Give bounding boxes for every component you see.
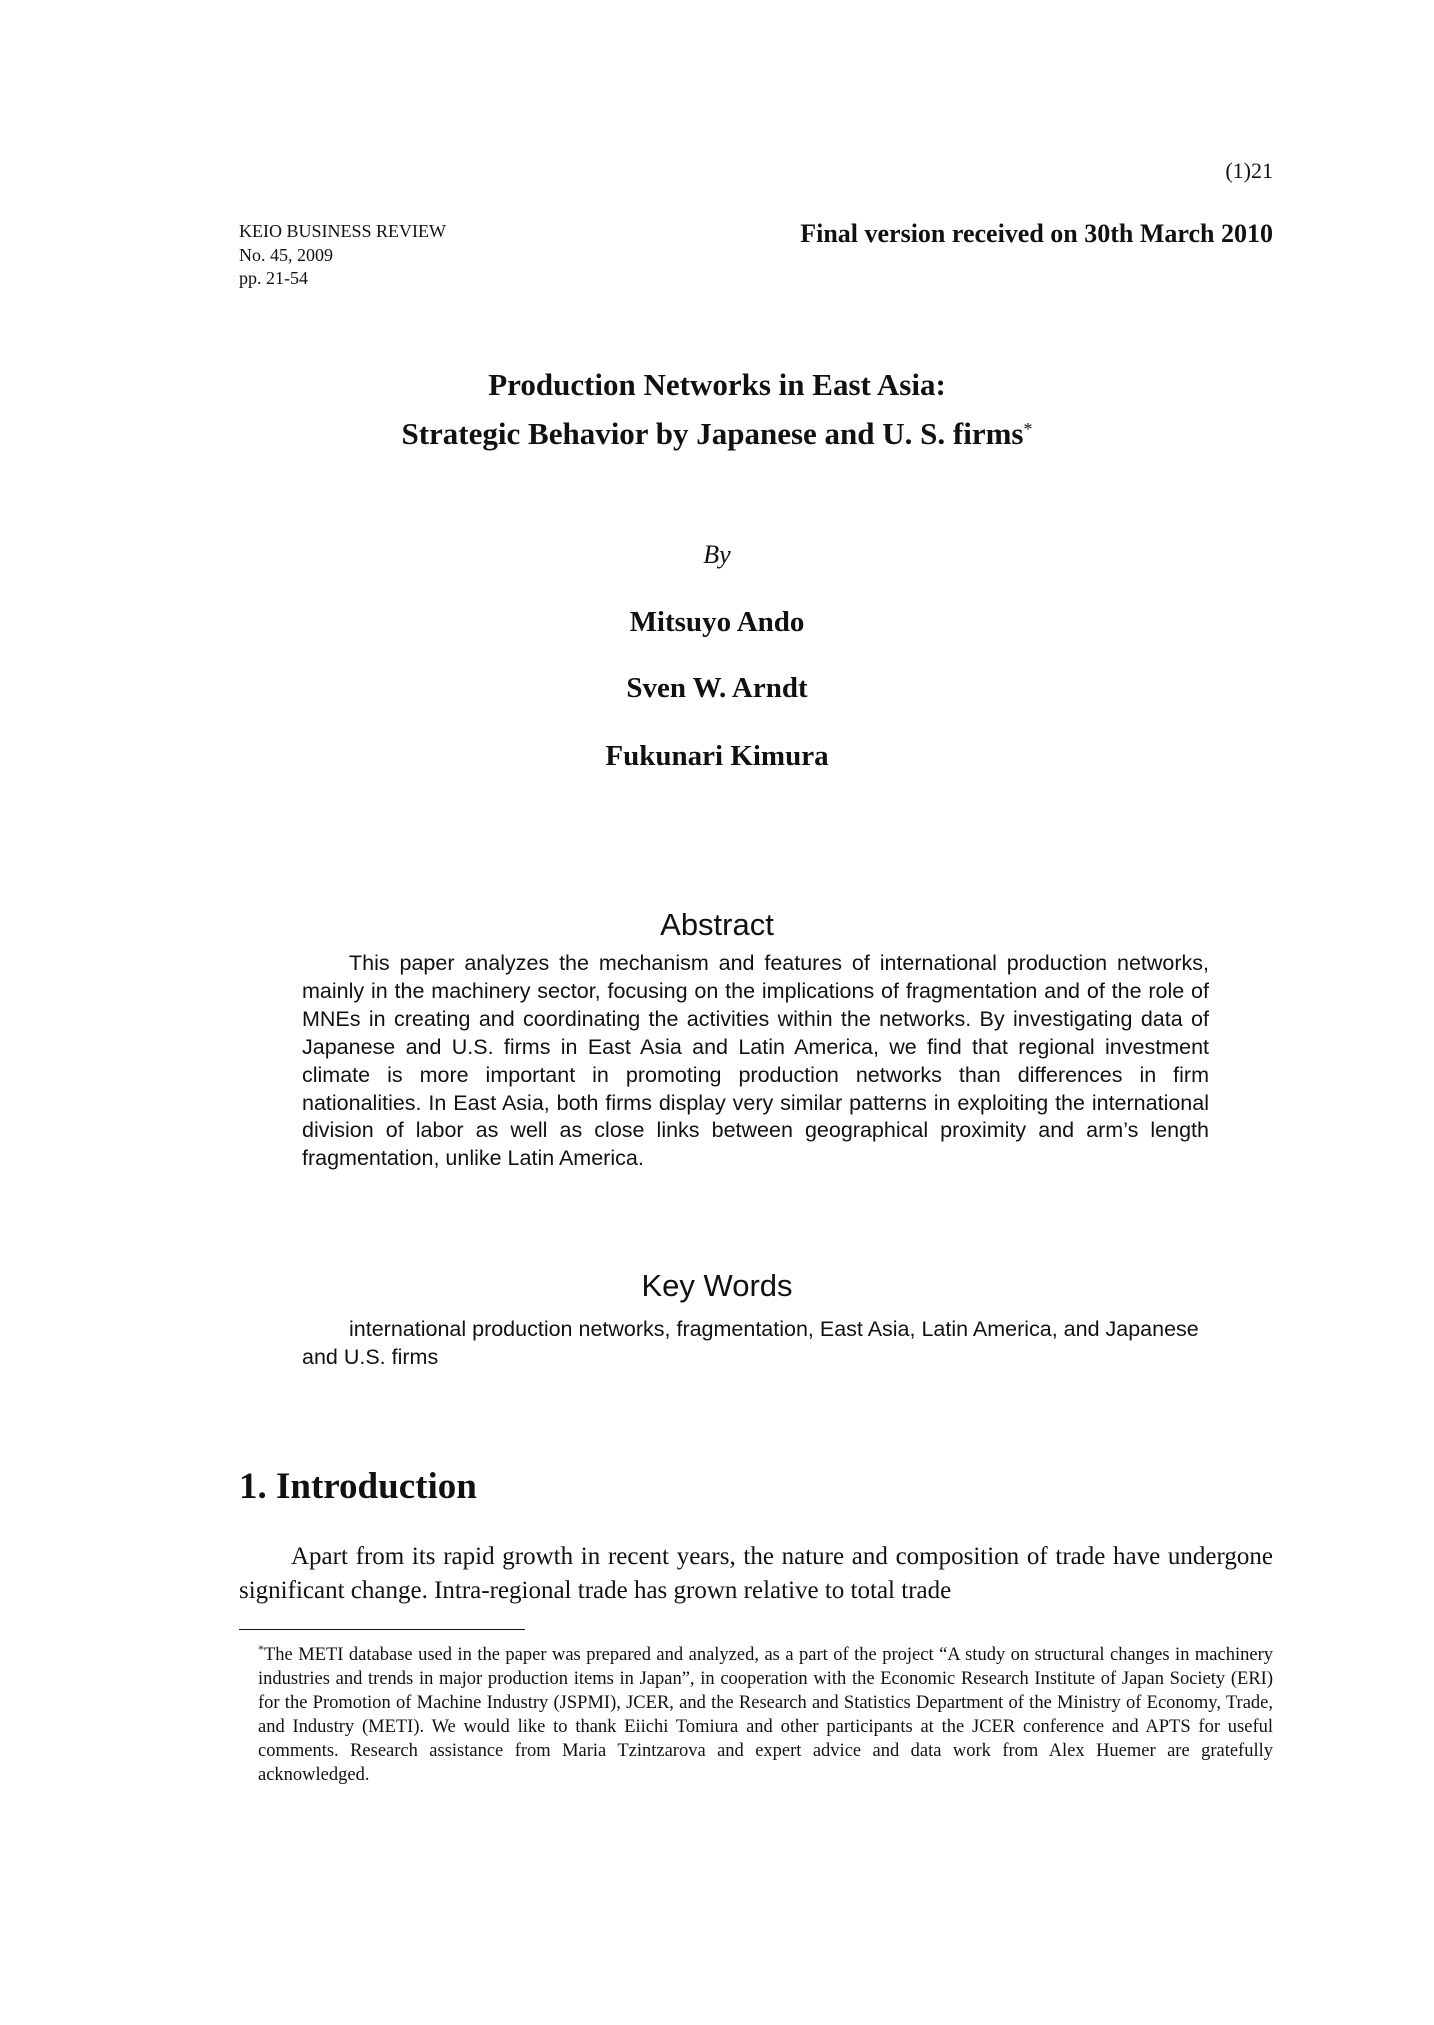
- journal-info: [239, 220, 446, 291]
- title-line-2-text: Strategic Behavior by Japanese and U. S. firms: [401, 416, 1024, 451]
- title-footnote-mark: *: [1023, 419, 1033, 439]
- footnote-mark: *: [258, 1642, 264, 1656]
- journal-name: KEIO BUSINESS REVIEW: [239, 221, 446, 241]
- footnote-rule: [239, 1629, 525, 1630]
- author-2: Sven W. Arndt: [626, 672, 808, 704]
- byline: By: [703, 540, 731, 569]
- footnote-text: The METI database used in the paper was prepared and analyzed, as a part of the project “A study on structural changes in machinery industries and trends in major production items in Japan”, in cooperation with the Economic Research Institute of Japan Society (ERI) for the Promotion of Machine Industry (JSPMI), JCER, and the Research and Statistics Department of the Ministry of Economy, Trade, and Industry (METI). We would like to thank Eiichi Tomiura and other participants at the JCER conference and APTS for useful comments. Research assistance from Maria Tzintzarova and expert advice and data work from Alex Huemer are gratefully acknowledged.: [258, 1645, 1273, 1785]
- title-line-2: [0, 409, 1434, 458]
- page-number: (1)21: [1225, 158, 1273, 183]
- keywords-heading: Key Words: [641, 1268, 793, 1303]
- received-date: Final version received on 30th March 2010: [800, 219, 1273, 248]
- section-paragraph: Apart from its rapid growth in recent years, the nature and composition of trade have undergone significant change. Intra-regional trade has grown relative to total trade: [239, 1543, 1273, 1604]
- section-heading: 1. Introduction: [239, 1466, 477, 1507]
- paper-title: [0, 360, 1434, 458]
- abstract-text: This paper analyzes the mechanism and features of international production networks, mainly in the machinery sector, focusing on the implications of fragmentation and of the role of MNEs in creating and coordinating the activities within the networks. By investigating data of Japanese and U.S. firms in East Asia and Latin America, we find that regional investment climate is more important in promoting production networks than differences in firm nationalities. In East Asia, both firms display very similar patterns in exploiting the international division of labor as well as close links between geographical proximity and arm’s length fragmentation, unlike Latin America.: [302, 951, 1209, 1171]
- journal-issue: No. 45, 2009: [239, 244, 333, 265]
- author-3: Fukunari Kimura: [605, 740, 829, 772]
- title-line-1: Production Networks in East Asia:: [488, 367, 946, 402]
- abstract-heading: Abstract: [660, 907, 774, 942]
- author-1: Mitsuyo Ando: [629, 606, 805, 638]
- footnote: [258, 1638, 1273, 1788]
- journal-pages: pp. 21-54: [239, 268, 308, 288]
- keywords-text: international production networks, fragmentation, East Asia, Latin America, and Japanese and U.S. firms: [302, 1317, 1199, 1369]
